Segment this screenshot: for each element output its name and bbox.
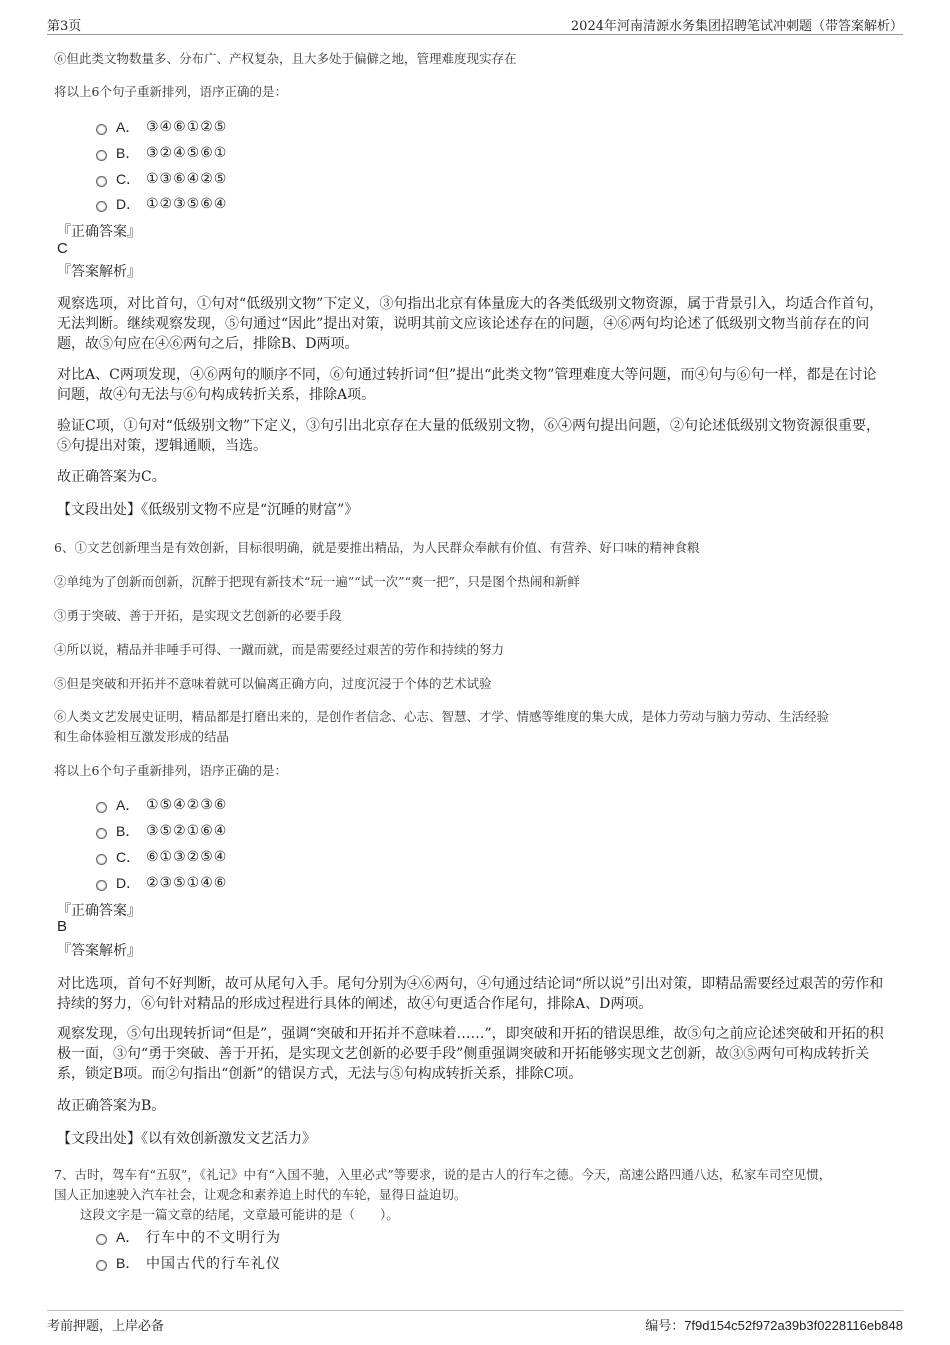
document-id: 编号：7f9d154c52f972a39b3f0228116eb848 [645, 1318, 903, 1333]
q5-option-b[interactable]: B． ③②④⑤⑥① [96, 144, 227, 162]
page-header [47, 14, 903, 35]
q6-sentence-5: ⑤但是突破和开拓并不意味着就可以偏离正确方向，过度沉浸于个体的艺术试验 [54, 676, 492, 691]
q5-analysis-4: 故正确答案为C。 [57, 469, 166, 485]
q5-answer-label: 『正确答案』 [57, 224, 141, 240]
radio-icon[interactable] [96, 880, 107, 891]
q7-option-a[interactable]: A． 行车中的不文明行为 [96, 1228, 281, 1246]
q5-option-a[interactable]: A． ③④⑥①②⑤ [96, 118, 227, 136]
footer-slogan: 考前押题，上岸必备 [47, 1319, 165, 1334]
radio-icon[interactable] [96, 854, 107, 865]
q7-stem-2: 国人正加速驶入汽车社会，让观念和素养追上时代的车轮，显得日益迫切。 [54, 1187, 467, 1202]
q6-analysis-label: 『答案解析』 [57, 943, 141, 959]
q5-source: 【文段出处】《低级别文物不应是“沉睡的财富”》 [57, 502, 359, 518]
radio-icon[interactable] [96, 1234, 107, 1245]
q6-option-c[interactable]: C． ⑥①③②⑤④ [96, 848, 227, 866]
q5-analysis-1: 观察选项，对比首句，①句对“低级别文物”下定义，③句指出北京有体量庞大的各类低级别文物资源，属于背景引入，均适合作首句，无法判断。继续观察发现，⑤句通过“因此”提出对策，说明其前文应该论述存在的问题，④⑥两句均论述了低级别文物当前存在的问题，故⑤句应在④⑥两句之后，排除B、D两项。 [57, 296, 884, 352]
q6-option-a[interactable]: A． ①⑤④②③⑥ [96, 796, 227, 814]
q6-sentence-6: ⑥人类文艺发展史证明，精品都是打磨出来的，是创作者信念、心志、智慧、才学、情感等维度的集大成，是体力劳动与脑力劳动、生活经验 [54, 709, 830, 724]
radio-icon[interactable] [96, 1260, 107, 1271]
q6-sentence-3: ③勇于突破、善于开拓，是实现文艺创新的必要手段 [54, 608, 342, 623]
q5-analysis-label: 『答案解析』 [57, 264, 141, 280]
q5-option-c[interactable]: C． ①③⑥④②⑤ [96, 170, 227, 188]
q5-prompt: 将以上6个句子重新排列，语序正确的是： [54, 84, 287, 99]
q6-analysis-1: 对比选项，首句不好判断，故可从尾句入手。尾句分别为④⑥两句，④句通过结论词“所以说”引出对策，即精品需要经过艰苦的劳作和持续的努力，⑥句针对精品的形成过程进行具体的阐述，故④句更适合作尾句，排除A、D两项。 [57, 976, 884, 1012]
q5-analysis-3: 验证C项，①句对“低级别文物”下定义，③句引出北京存在大量的低级别文物，⑥④两句提出问题，②句论述低级别文物资源很重要，⑤句提出对策，逻辑通顺，当选。 [57, 418, 881, 454]
q7-option-b[interactable]: B． 中国古代的行车礼仪 [96, 1254, 281, 1272]
document-title: 2024年河南清源水务集团招聘笔试冲刺题（带答案解析） [570, 19, 903, 34]
q6-answer: B [57, 918, 68, 935]
q5-answer: C [57, 240, 68, 257]
q5-sentence-6: ⑥但此类文物数量多、分布广、产权复杂，且大多处于偏僻之地，管理难度现实存在 [54, 51, 517, 66]
q6-prompt: 将以上6个句子重新排列，语序正确的是： [54, 763, 287, 778]
q7-stem-1: 7、古时，驾车有“五驭”，《礼记》中有“入国不驰，入里必式”等要求，说的是古人的行车之德。今天，高速公路四通八达，私家车司空见惯， [54, 1167, 832, 1182]
page-number: 第3页 [47, 19, 82, 34]
q7-prompt: 这段文字是一篇文章的结尾，文章最可能讲的是（ ）。 [80, 1207, 399, 1222]
radio-icon[interactable] [96, 176, 107, 187]
q6-option-d[interactable]: D． ②③⑤①④⑥ [96, 874, 227, 892]
radio-icon[interactable] [96, 150, 107, 161]
q6-sentence-4: ④所以说，精品并非唾手可得、一蹴而就，而是需要经过艰苦的劳作和持续的努力 [54, 642, 505, 657]
q6-answer-label: 『正确答案』 [57, 903, 141, 919]
q5-option-d[interactable]: D． ①②③⑤⑥④ [96, 195, 227, 213]
q6-sentence-2: ②单纯为了创新而创新，沉醉于把现有新技术“玩一遍”“试一次”“爽一把”，只是图个热闹和新鲜 [54, 574, 580, 589]
q5-analysis-2: 对比A、C两项发现，④⑥两句的顺序不同，⑥句通过转折词“但”提出“此类文物”管理难度大等问题，而④句与⑥句一样，都是在讨论问题，故④句无法与⑥句构成转折关系，排除A项。 [57, 367, 877, 403]
q6-analysis-2: 观察发现，⑤句出现转折词“但是”，强调“突破和开拓并不意味着……”，即突破和开拓的错误思维，故⑤句之前应论述突破和开拓的积极一面，③句“勇于突破、善于开拓，是实现文艺创新的必要手段”侧重强调突破和开拓能够实现文艺创新，故③⑤两句可构成转折关系，锁定B项。而②句指出“创新”的错误方式，无法与⑤句构成转折关系，排除C项。 [57, 1026, 884, 1082]
q6-analysis-3: 故正确答案为B。 [57, 1098, 166, 1114]
radio-icon[interactable] [96, 802, 107, 813]
q6-source: 【文段出处】《以有效创新激发文艺活力》 [57, 1131, 316, 1147]
q6-option-b[interactable]: B． ③⑤②①⑥④ [96, 822, 227, 840]
radio-icon[interactable] [96, 201, 107, 212]
q6-sentence-1: 6、①文艺创新理当是有效创新，目标很明确，就是要推出精品，为人民群众奉献有价值、有营养、好口味的精神食粮 [54, 540, 700, 555]
page-footer [47, 1310, 903, 1335]
q6-sentence-6-cont: 和生命体验相互激发形成的结晶 [54, 729, 230, 744]
radio-icon[interactable] [96, 124, 107, 135]
radio-icon[interactable] [96, 828, 107, 839]
